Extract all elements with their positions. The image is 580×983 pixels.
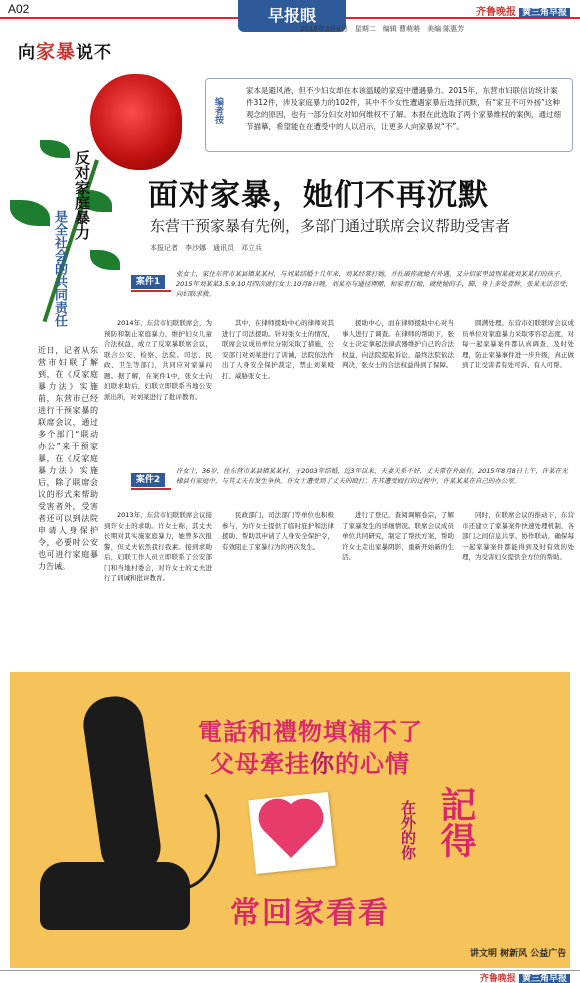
article-paragraph: 进行了登记，查阅调解卷宗，了解了家暴发生的详细情况。联席会议成员单位共同研究，制定了帮扶方案，帮助许女士走出家暴阴影，重新开始新的生活。: [342, 511, 454, 561]
ad-headline-2-post: 的心情: [335, 750, 410, 778]
subheadline: 东营干预家暴有先例，多部门通过联席会议帮助受害者: [150, 217, 511, 235]
headline: 面对家暴，她们不再沉默: [148, 178, 489, 213]
article-col-8: [462, 510, 574, 658]
column-title: [18, 37, 112, 64]
sidebar-intro: 近日，记者从东营市妇联了解到，在《反家庭暴力法》实施前，东营市已经进行干预家暴的联席会议，通过多个部门“联动办公”来干预家暴，在《反家庭暴力法》实施后，除了联席会议的形式来帮助受害者外，受害者还可以到法院申请人身保护令，必要时公安也可进行家庭暴力告诫。: [38, 346, 98, 571]
article-paragraph: 援助中心，而在律师援助中心对当事人进行了调查。在律师的帮助下，张女士决定拿起法律武器维护自己的合法权益，向法院提起诉讼，最终法院依法判决，张女士的合法权益得到了保障。: [342, 319, 454, 369]
article-col-7: [342, 510, 454, 658]
case-1-rule: [131, 290, 171, 292]
footer-brand-sub: 黄三角早报: [519, 974, 570, 983]
vertical-title-1: 反对家庭暴力: [73, 150, 91, 240]
footer-brand: [480, 971, 570, 983]
article-col-2: [222, 318, 334, 466]
ad-remember: 記得: [435, 786, 476, 858]
rose-leaf: [40, 140, 70, 158]
case-2-text: 许女士，36岁，住东营市某县镇某某村，于2003年结婚，近3年以来，夫妻关系不好，丈夫常在外面有。2015年8月8日上午，许某在无棣县有家庭中，与其丈夫有发生争执。许女士遭受到了丈夫的殴打；在其遭受殴打的过程中，许某某某在自己的办公室。: [176, 467, 568, 485]
rose-flower-icon: [90, 74, 182, 170]
column-title-suffix: 说不: [76, 43, 113, 63]
article-paragraph: 圆满处理。东营市妇联联席会议成员单位对家庭暴力采取零容忍态度，对每一起家暴案件都认真调查、及时处理，防止家暴事件进一步升级，真正做到了让受害者有处可诉、有人可帮。: [462, 319, 574, 369]
page-number: A02: [8, 2, 30, 16]
column-title-prefix: 向: [18, 43, 36, 63]
column-title-highlight: 家暴: [36, 41, 77, 63]
footer-brand-name: 齐鲁晚报: [479, 974, 516, 983]
section-tab: 早报眼: [238, 0, 346, 32]
ad-who: 在外的你: [399, 800, 417, 860]
article-col-1: [104, 318, 212, 466]
case-2-label: 案件2: [131, 473, 165, 487]
case-1-label: 案件1: [131, 275, 165, 289]
case-1-text: 张女士，家住东营市某县镇某某村，与刘某结婚十几年来，刘某经常打她，并扎破你就她有外遇，又分招家里请别某就刘某某打的孩子。2015年刘某某3.5.9.10月四次就打女士.10月8日晚，刘某亦与通径理赌，和家者打她，就使她的手，脚，身上多处青肿，张某无法忍受，向妇联求救。: [176, 270, 572, 298]
article-paragraph: 民政部门、司法部门等单位也积极参与，为许女士提供了临时庇护和法律援助，帮助其申请了人身安全保护令，有效阻止了家暴行为的再次发生。: [222, 511, 334, 551]
article-col-4: [462, 318, 574, 466]
vertical-title-2: 是全社会的共同责任: [52, 210, 67, 327]
ad-slogan: 常回家看看: [230, 896, 390, 931]
article-col-6: [222, 510, 334, 658]
article-paragraph: 2013年，东营市妇联联席会议接到许女士的求助。许女士称，其丈夫长期对其实施家庭暴力，她曾多次报警，但丈夫依然我行我素。接到求助后，妇联工作人员立即联系了公安部门和当地村委会，对许女士的丈夫进行了训诫和批评教育。: [104, 511, 212, 582]
article-paragraph: 同时，在联席会议的推动下，东营市还建立了家暴案件快速处理机制，各部门之间信息共享、协作联动，确保每一起家暴案件都能得到及时有效的处理，为受害妇女提供全方位的帮助。: [462, 511, 574, 561]
ad-headline-1: 電話和禮物填補不了: [198, 718, 423, 746]
rose-leaf: [90, 250, 120, 270]
ad-headline-2-pre: 父母牽挂: [210, 750, 310, 778]
byline: 本报记者 李沙娜 通讯员 邓立兵: [150, 244, 262, 252]
article-col-3: [342, 318, 454, 466]
article-col-5: [104, 510, 212, 658]
case-2-rule: [131, 488, 171, 490]
ad-headline-2-highlight: 你: [310, 750, 335, 778]
article-paragraph: 其中，在律师援助中心的律师对其进行了司法援助。针对张女士的情况，联席会议成员单位分别采取了措施，公安部门对刘某进行了训诫，法院依法作出了人身安全保护裁定，禁止刘某殴打、威胁张女士。: [222, 319, 334, 380]
ad-footer: 讲文明 树新风 公益广告: [470, 949, 567, 959]
editors-note-tag: 编者按: [213, 97, 223, 124]
issue-meta: 2016年3月8日 星期二 编辑 曹萌萌 美编 陈惠芳: [300, 25, 465, 33]
brand-name: 齐鲁晚报: [475, 7, 516, 18]
telephone-base-icon: [40, 862, 190, 930]
rose-leaf: [10, 200, 50, 226]
newspaper-brand: [476, 3, 570, 18]
brand-sub: 黄三角早报: [519, 8, 570, 18]
editors-note: 家本是避风港，但不少妇女却在本该温暖的家庭中遭遇暴力。2015年，东营市妇联信访统计案件312件，涉及家庭暴力的102件，其中不少女性遭遇家暴后选择沉默，有“家丑不可外扬”这种观念的原因，也有一部分妇女对如何维权不了解。本报在此选取了两个家暴维权的案例，通过细节描摹，希望能在在遭受中的人以启示，让更多人向家暴说“不”。: [205, 78, 573, 152]
article-paragraph: 2014年，东营市妇联联席会，为预防和制止家庭暴力，维护妇女儿童合法权益，成立了反家暴联席会议，联合公安、检察、法院、司法、民政、卫生等部门，共同应对家暴问题。据了解，在案件1中，张女士向妇联求助后，妇联立即联系当地公安派出所，对刘某进行了批评教育。: [104, 319, 212, 401]
ad-headline-2: [210, 744, 410, 779]
